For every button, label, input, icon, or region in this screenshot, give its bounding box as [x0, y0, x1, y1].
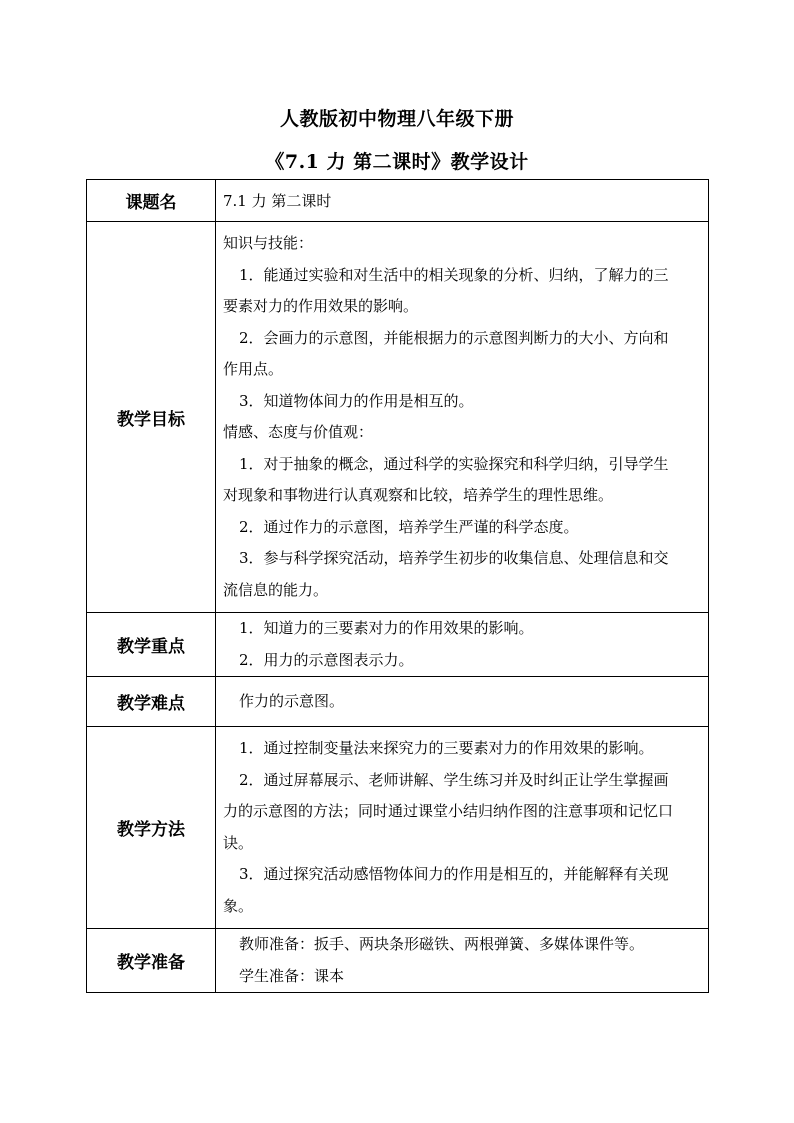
difficulties-content: [216, 677, 709, 727]
objective-k1-line1: 1．能通过实验和对生活中的相关现象的分析、归纳，了解力的三: [239, 265, 669, 284]
table-row-difficulties: [87, 677, 709, 727]
method-2-line1: 2．通过屏幕展示、老师讲解、学生练习并及时纠正让学生掌握画: [239, 770, 669, 789]
objective-e2: 2．通过作力的示意图，培养学生严谨的科学态度。: [239, 517, 579, 536]
methods-content: [216, 727, 709, 929]
table-row-methods: [87, 727, 709, 929]
preparation-label: 教学准备: [87, 929, 216, 993]
objective-e3-line1: 3．参与科学探究活动，培养学生初步的收集信息、处理信息和交: [239, 549, 669, 567]
objectives-content: [216, 222, 709, 613]
methods-label: 教学方法: [87, 727, 216, 929]
method-2-line2: 力的示意图的方法；同时通过课堂小结归纳作图的注意事项和记忆口: [223, 802, 674, 820]
table-row-preparation: [87, 929, 709, 993]
objective-k2-line1: 2．会画力的示意图，并能根据力的示意图判断力的大小、方向和: [239, 328, 669, 347]
table-row-key-points: [87, 613, 709, 677]
objective-e3-line2: 流信息的能力。: [223, 580, 329, 599]
difficulties-label: 教学难点: [87, 677, 216, 727]
topic-label: 课题名: [87, 180, 216, 222]
method-2-line3: 诀。: [223, 833, 254, 852]
method-1: 1．通过控制变量法来探究力的三要素对力的作用效果的影响。: [239, 739, 654, 757]
lesson-plan-table: [86, 179, 709, 993]
objective-e1-line1: 1．对于抽象的概念，通过科学的实验探究和科学归纳，引导学生: [239, 454, 669, 473]
difficulty-1: 作力的示意图。: [239, 691, 345, 710]
document-subtitle: 《7.1 力 第二课时》教学设计: [265, 151, 529, 173]
objective-k3: 3．知道物体间力的作用是相互的。: [239, 391, 474, 410]
key-point-1: 1．知道力的三要素对力的作用效果的影响。: [239, 619, 534, 637]
preparation-student: 学生准备：课本: [239, 966, 345, 985]
objectives-label: 教学目标: [87, 222, 216, 613]
method-3-line1: 3．通过探究活动感悟物体间力的作用是相互的，并能解释有关现: [239, 865, 669, 883]
document-title: 人教版初中物理八年级下册: [279, 108, 514, 130]
objective-k2-line2: 作用点。: [223, 360, 284, 378]
preparation-teacher: 教师准备：扳手、两块条形磁铁、两根弹簧、多媒体课件等。: [239, 935, 645, 953]
knowledge-heading: 知识与技能：: [223, 234, 314, 252]
key-points-content: [216, 613, 709, 677]
key-points-label: 教学重点: [87, 613, 216, 677]
preparation-content: [216, 929, 709, 993]
objective-k1-line2: 要素对力的作用效果的影响。: [223, 297, 419, 315]
table-row-topic: [87, 180, 709, 222]
method-3-line2: 象。: [223, 896, 254, 915]
key-point-2: 2．用力的示意图表示力。: [239, 650, 414, 669]
table-row-objectives: [87, 222, 709, 613]
objective-e1-line2: 对现象和事物进行认真观察和比较，培养学生的理性思维。: [223, 486, 614, 504]
emotion-heading: 情感、态度与价值观：: [223, 423, 374, 441]
topic-value: 7.1 力 第二课时: [216, 180, 709, 222]
